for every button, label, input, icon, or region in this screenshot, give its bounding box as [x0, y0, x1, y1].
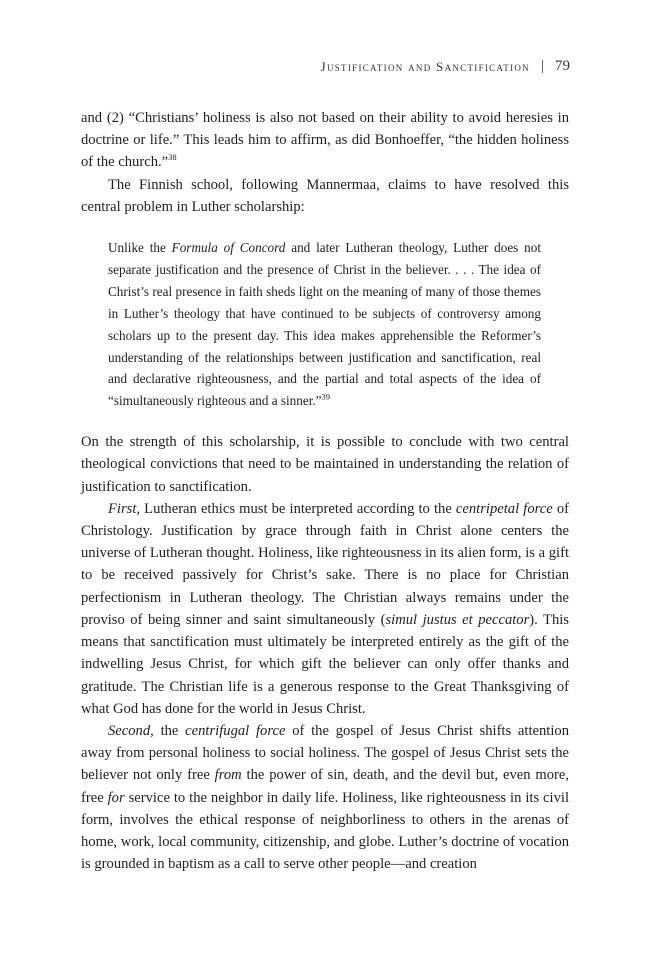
block-quote	[108, 237, 541, 412]
text-run: , the	[150, 722, 186, 739]
paragraph-5	[81, 720, 569, 875]
paragraph-3	[81, 431, 569, 498]
text-run: and later Lutheran theology, Luther does not separate justification and the presence of Christ in the believer. . . . The idea of Christ’s real presence in faith sheds light on the meaning of many of those themes in Luther’s theology that have continued to be subjects of controversy among scholars up to the present day. This idea makes apprehensible the Reformer’s understanding of the relationships between justification and sanctification, real and declarative righteousness, and the partial and total aspects of the idea of “simultaneously righteous and a sinner.”	[108, 240, 541, 409]
italic-text: First	[108, 500, 137, 517]
running-head	[321, 58, 570, 75]
footnote-ref: 38	[168, 152, 177, 163]
text-run: of Christology. Justification by grace through faith in Christ alone centers the universe of Lutheran thought. Holiness, like righteousness in its alien form, is a gift to be received passively for Christ’s sake. There is no place for Christian perfectionism in Lutheran theology. The Christian always remains under the proviso of being sinner and saint simultaneously (	[81, 500, 569, 628]
paragraph-2	[81, 174, 569, 218]
text-run: The Finnish school, following Mannermaa, claims to have resolved this central problem in Luther scholarship:	[81, 176, 569, 215]
paragraph-1	[81, 107, 569, 174]
running-head-separator: |	[540, 58, 544, 74]
italic-text: centripetal force	[455, 500, 553, 517]
italic-text: for	[107, 789, 125, 806]
text-run: the power of sin, death, and the devil but, even more, free	[81, 767, 569, 806]
paragraph-4	[81, 498, 569, 720]
text-run: and (2) “Christians’ holiness is also not based on their ability to avoid heresies in doctrine or life.” This leads him to affirm, as did Bonhoeffer, “the hidden holiness of the church.”	[81, 110, 569, 171]
text-run: , Lutheran ethics must be interpreted according to the	[136, 500, 456, 517]
italic-text: from	[214, 767, 242, 784]
italic-text: Formula of Concord	[171, 240, 286, 256]
text-run: of the gospel of Jesus Christ shifts attention away from personal holiness to social holiness. The gospel of Jesus Christ sets the believer not only free	[81, 722, 569, 784]
running-head-title: Justification and Sanctification	[320, 58, 530, 74]
page-number: 79	[555, 58, 570, 74]
italic-text: Second	[108, 722, 151, 739]
footnote-ref: 39	[321, 391, 331, 402]
text-run: service to the neighbor in daily life. Holiness, like righteousness in its civil form, involves the ethical response of neighborliness to others in the arenas of home, work, local community, citizenship, and globe. Luther’s doctrine of vocation is grounded in baptism as a call to serve other people—and creation	[81, 789, 569, 873]
text-run: Unlike the	[108, 240, 172, 256]
body-text	[81, 107, 569, 875]
italic-text: simul justus et peccator	[385, 611, 530, 628]
text-run: ). This means that sanctification must ultimately be interpreted entirely as the gift of the indwelling Jesus Christ, for which gift the believer can only offer thanks and gratitude. The Christian life is a generous response to the Great Thanksgiving of what God has done for the world in Jesus Christ.	[81, 611, 569, 717]
text-run: On the strength of this scholarship, it is possible to conclude with two central theological convictions that need to be maintained in understanding the relation of justification to sanctification.	[81, 434, 569, 495]
italic-text: centrifugal force	[185, 722, 286, 739]
